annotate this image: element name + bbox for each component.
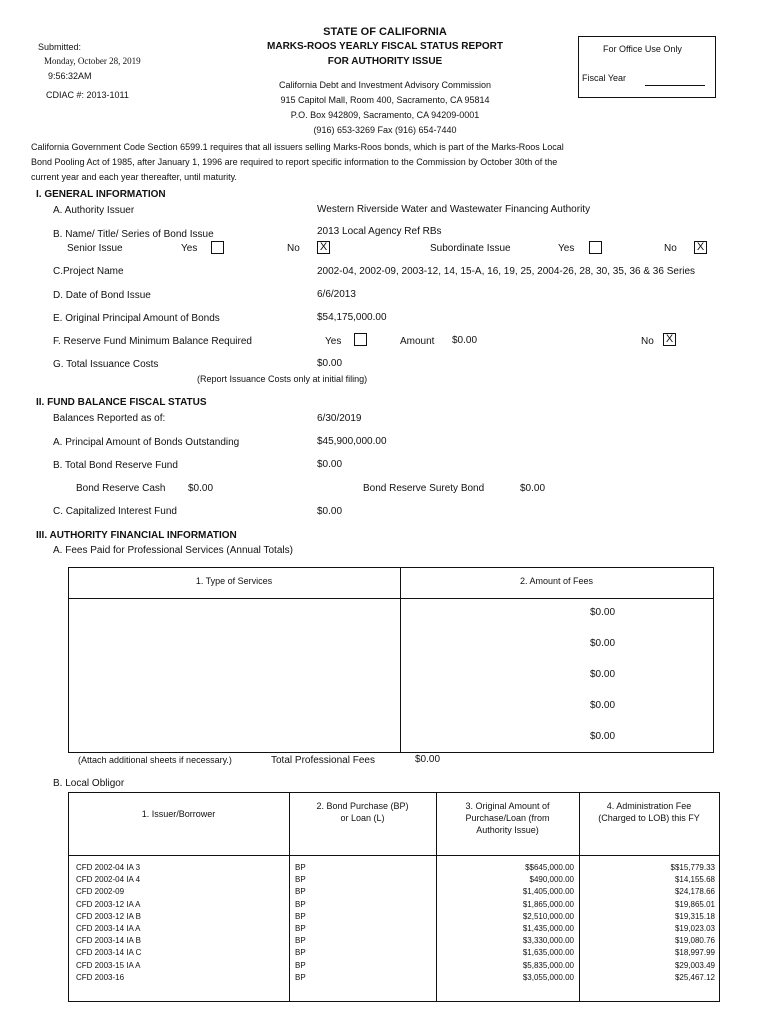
section-2-title: II. FUND BALANCE FISCAL STATUS [36, 397, 207, 408]
obligor-amount: $3,330,000.00 [522, 936, 574, 946]
report-title: MARKS-ROOS YEARLY FISCAL STATUS REPORT [267, 41, 503, 52]
fee-amount: $0.00 [590, 669, 616, 680]
obligor-type: BP [295, 924, 306, 933]
reserve-no-checkbox[interactable]: X [663, 333, 676, 346]
obligor-type: BP [295, 972, 306, 982]
issuance-costs-value: $0.00 [317, 358, 343, 369]
office-use-title: For Office Use Only [603, 44, 682, 54]
obligor-issuer: CFD 2003-14 IA A [76, 924, 141, 933]
bonds-outstanding-label: A. Principal Amount of Bonds Outstanding [53, 437, 240, 448]
reserve-amount-label: Amount [400, 336, 435, 347]
obligor-amount: $2,510,000.00 [522, 911, 574, 921]
obligor-issuer: CFD 2002-09 [76, 887, 125, 897]
fee-amount: $0.00 [590, 731, 616, 742]
obligor-type: BP [295, 887, 306, 897]
total-fees-label: Total Professional Fees [271, 755, 375, 766]
obligor-issuer: CFD 2003-14 IA C [76, 948, 142, 958]
submitted-date: Monday, October 28, 2019 [44, 56, 141, 66]
obligor-type: BP [295, 948, 306, 958]
obligor-header-line [68, 855, 719, 856]
obligor-fee: $24,178.66 [674, 887, 715, 897]
obligor-amount: $1,865,000.00 [522, 899, 574, 909]
obligor-issuer: CFD 2002-04 IA 3 [76, 863, 141, 872]
obligor-amount: $1,435,000.00 [522, 924, 574, 933]
capitalized-interest-value: $0.00 [317, 506, 343, 517]
obligor-col-divider-3 [579, 792, 580, 1001]
submitted-time: 9:56:32AM [48, 71, 92, 81]
obligor-type: BP [295, 863, 306, 872]
obligor-type: BP [295, 899, 306, 909]
senior-no-label: No [287, 243, 300, 254]
senior-yes-label: Yes [181, 243, 198, 254]
fiscal-year-line [645, 85, 705, 86]
fees-table [68, 567, 714, 753]
professional-fees-label: A. Fees Paid for Professional Services (Annual Totals) [53, 545, 293, 556]
issuance-costs-label: G. Total Issuance Costs [53, 359, 159, 370]
bond-issue-name-label: B. Name/ Title/ Series of Bond Issue [53, 229, 214, 240]
intro-line-3: current year and each year thereafter, until maturity. [31, 172, 237, 182]
local-obligor-label: B. Local Obligor [53, 778, 125, 789]
senior-yes-checkbox[interactable] [211, 241, 224, 254]
obligor-fee: $18,997.99 [674, 948, 715, 958]
principal-amount-label: E. Original Principal Amount of Bonds [53, 313, 220, 324]
fee-amount: $0.00 [590, 700, 616, 711]
obligor-issuer: CFD 2003-12 IA A [76, 899, 141, 909]
obligor-type: BP [295, 875, 306, 885]
capitalized-interest-label: C. Capitalized Interest Fund [53, 506, 177, 517]
authority-issuer-value: Western Riverside Water and Wastewater Financing Authority [317, 204, 591, 215]
obligor-fee: $29,003.49 [674, 960, 715, 970]
principal-amount-value: $54,175,000.00 [317, 312, 387, 323]
obligor-table [68, 792, 720, 1002]
commission-address1: 915 Capitol Mall, Room 400, Sacramento, CA 95814 [280, 95, 490, 105]
bond-reserve-cash-label: Bond Reserve Cash [76, 483, 166, 494]
section-3-title: III. AUTHORITY FINANCIAL INFORMATION [36, 530, 237, 541]
surety-bond-label: Bond Reserve Surety Bond [363, 483, 485, 494]
attach-note: (Attach additional sheets if necessary.) [78, 755, 232, 765]
commission-address2: P.O. Box 942809, Sacramento, CA 94209-0001 [290, 110, 480, 120]
project-name-label: C.Project Name [53, 266, 124, 277]
subordinate-no-label: No [664, 243, 677, 254]
reserve-fund-label: F. Reserve Fund Minimum Balance Required [53, 336, 252, 347]
intro-line-1: California Government Code Section 6599.1 requires that all issuers selling Marks-Roos bonds, which is part of the Marks-Roos Local [31, 142, 564, 152]
obligor-amount: $1,635,000.00 [522, 948, 574, 958]
subordinate-issue-label: Subordinate Issue [430, 243, 511, 254]
bond-reserve-fund-label: B. Total Bond Reserve Fund [53, 460, 178, 471]
report-subtitle: FOR AUTHORITY ISSUE [327, 56, 443, 67]
state-title: STATE OF CALIFORNIA [323, 26, 447, 38]
fee-amount: $0.00 [590, 607, 616, 618]
bonds-outstanding-value: $45,900,000.00 [317, 436, 387, 447]
bond-reserve-cash-value: $0.00 [188, 483, 214, 494]
obligor-amount: $490,000.00 [529, 875, 574, 885]
obligor-fee: $19,865.01 [674, 899, 715, 909]
subordinate-no-checkbox[interactable]: X [694, 241, 707, 254]
balances-as-of-label: Balances Reported as of: [53, 413, 166, 424]
obligor-fee: $19,023.03 [674, 924, 715, 933]
obligor-type: BP [295, 960, 306, 970]
bond-reserve-fund-value: $0.00 [317, 459, 343, 470]
reserve-amount-value: $0.00 [452, 335, 478, 346]
fiscal-year-label: Fiscal Year [582, 73, 627, 83]
senior-no-checkbox[interactable]: X [317, 241, 330, 254]
obligor-col-amount-header: 3. Original Amount of Purchase/Loan (from Authority Issue) [465, 801, 550, 835]
obligor-issuer: CFD 2003-12 IA B [76, 911, 141, 921]
obligor-type: BP [295, 911, 306, 921]
obligor-issuer: CFD 2003-15 IA A [76, 960, 141, 970]
obligor-col-type-header: 2. Bond Purchase (BP) or Loan (L) [316, 801, 409, 823]
obligor-fee: $19,315.18 [674, 911, 715, 921]
obligor-issuer: CFD 2002-04 IA 4 [76, 875, 141, 885]
fees-col-type-header: 1. Type of Services [195, 576, 273, 586]
obligor-fee: $25,467.12 [674, 972, 715, 982]
obligor-amount: $5,835,000.00 [522, 960, 574, 970]
obligor-amount: $3,055,000.00 [522, 972, 574, 982]
submitted-label: Submitted: [38, 42, 82, 52]
obligor-amount: $1,405,000.00 [522, 887, 574, 897]
balances-as-of-value: 6/30/2019 [317, 413, 362, 424]
bond-issue-date-value: 6/6/2013 [317, 289, 356, 300]
commission-name: California Debt and Investment Advisory Commission [278, 80, 492, 90]
bond-issue-name-value: 2013 Local Agency Ref RBs [317, 226, 442, 237]
reserve-yes-checkbox[interactable] [354, 333, 367, 346]
fees-table-header-line [68, 598, 713, 599]
cdiac-number: CDIAC #: 2013-1011 [46, 90, 129, 100]
total-fees-value: $0.00 [415, 754, 441, 765]
authority-issuer-label: A. Authority Issuer [53, 205, 135, 216]
reserve-no-label: No [641, 336, 654, 347]
fees-col-amount-header: 2. Amount of Fees [519, 576, 594, 586]
fee-amount: $0.00 [590, 638, 616, 649]
obligor-col-fee-header: 4. Administration Fee (Charged to LOB) this FY [598, 801, 700, 823]
obligor-col-issuer-header: 1. Issuer/Borrower [141, 809, 216, 819]
issuance-costs-note: (Report Issuance Costs only at initial filing) [197, 374, 368, 384]
subordinate-yes-label: Yes [558, 243, 575, 254]
senior-issue-label: Senior Issue [67, 243, 123, 254]
obligor-fee: $$15,779.33 [670, 863, 715, 872]
surety-bond-value: $0.00 [520, 483, 546, 494]
obligor-col-divider-1 [289, 792, 290, 1001]
obligor-amount: $$645,000.00 [525, 863, 574, 872]
obligor-fee: $19,080.76 [674, 936, 715, 946]
obligor-type: BP [295, 936, 306, 946]
obligor-issuer: CFD 2003-14 IA B [76, 936, 141, 946]
subordinate-yes-checkbox[interactable] [589, 241, 602, 254]
reserve-yes-label: Yes [325, 336, 342, 347]
obligor-fee: $14,155.68 [674, 875, 715, 885]
bond-issue-date-label: D. Date of Bond Issue [53, 290, 151, 301]
fees-table-divider [400, 567, 401, 752]
obligor-issuer: CFD 2003-16 [76, 972, 125, 982]
section-1-title: I. GENERAL INFORMATION [36, 189, 166, 200]
commission-phone: (916) 653-3269 Fax (916) 654-7440 [313, 125, 457, 135]
project-name-value: 2002-04, 2002-09, 2003-12, 14, 15-A, 16, 19, 25, 2004-26, 28, 30, 35, 36 & 36 Series [317, 266, 696, 277]
intro-line-2: Bond Pooling Act of 1985, after January 1, 1996 are required to report specific information to the Commission by October 30th of the [31, 157, 558, 167]
